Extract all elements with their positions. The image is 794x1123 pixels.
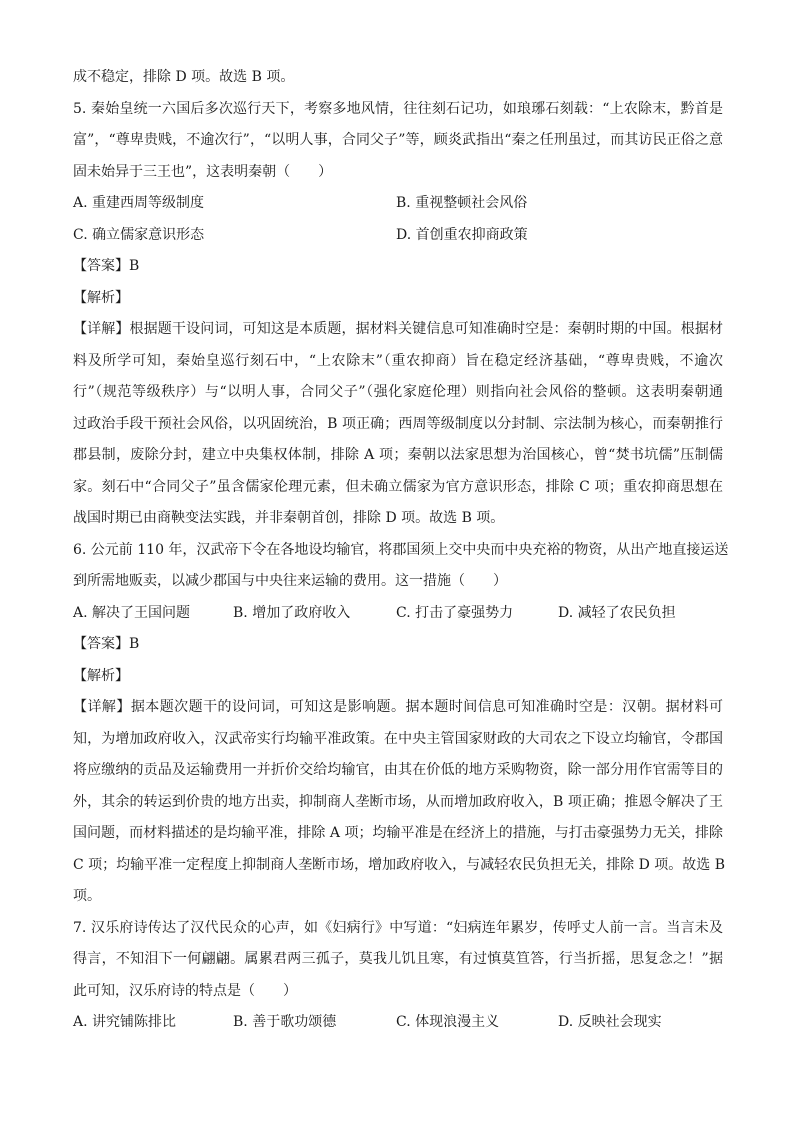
option-a: A. 重建西周等级制度 [73,195,205,211]
option-d: D. 反映社会现实 [558,1014,662,1030]
question-stem-line: 到所需地贩卖，以减少郡国与中央往来运输的费用。这一措施（ ） [73,573,507,589]
option-b: B. 增加了政府收入 [233,604,351,621]
option-row [73,598,723,630]
analysis-label: 【解析】 [73,667,129,684]
detail-line: 【详解】据本题次题干的设问词，可知这是影响题。据本题时间信息可知准确时空是：汉朝。据材料可 [73,699,723,715]
question-7 [73,913,723,1039]
detail-line: 项。 [73,888,101,904]
option-b: B. 善于歌功颂德 [233,1014,337,1030]
question-stem-line: 5. 秦始皇统一六国后多次巡行天下，考察多地风情，往往刻石记功，如琅琊石刻载：“上农除末，黔首是 [73,100,723,117]
question-5 [73,94,723,535]
answer-line: 【答案】B [73,258,140,274]
detail-line: 国问题，而材料描述的是均输平准，排除 A 项；均输平准是在经济上的措施，与打击豪强势力无关，排除 [73,825,723,841]
option-c: C. 体现浪漫主义 [396,1014,500,1030]
detail-line: 【详解】根据题干设问词，可知这是本质题，据材料关键信息可知准确时空是：秦朝时期的中国。根据材 [73,321,723,337]
option-row [73,188,723,220]
option-row [73,1007,723,1039]
option-a: A. 讲究铺陈排比 [73,1014,177,1030]
question-stem-line: 固未始异于三王也”，这表明秦朝（ ） [73,163,333,180]
question-6 [73,535,729,913]
option-b: B. 重视整顿社会风俗 [396,195,528,211]
option-a: A. 解决了王国问题 [73,604,191,621]
question-stem-line: 此可知，汉乐府诗的特点是（ ） [73,982,297,999]
previous-answer-tail: 成不稳定，排除 D 项。故选 B 项。 [73,69,295,85]
detail-line: C 项；均输平准一定程度上抑制商人垄断市场，增加政府收入，与减轻农民负担无关，排除 D 项。故选 B [73,856,726,873]
detail-line: 郡县制，废除分封，建立中央集权体制，排除 A 项；秦朝以法家思想为治国核心，曾“焚书坑儒”压制儒 [73,447,723,463]
option-c: C. 确立儒家意识形态 [73,226,205,243]
detail-line: 过政治手段干预社会风俗，以巩固统治，B 项正确；西周等级制度以分封制、宗法制为核心，而秦朝推行 [73,415,723,432]
detail-line: 行”（规范等级秩序）与“以明人事，合同父子”（强化家庭伦理）则指向社会风俗的整顿。这表明秦朝通 [73,384,723,400]
question-stem-line: 7. 汉乐府诗传达了汉代民众的心声，如《妇病行》中写道：“妇病连年累岁，传呼丈人前一言。当言未及 [73,919,723,936]
option-d: D. 减轻了农民负担 [558,604,676,621]
answer-line: 【答案】B [73,636,140,652]
option-row [73,220,723,252]
detail-line: 战国时期已由商鞅变法实践，并非秦朝首创，排除 D 项。故选 B 项。 [73,510,505,526]
option-c: C. 打击了豪强势力 [396,604,514,621]
question-stem-line: 富”，“尊卑贵贱，不逾次行”，“以明人事，合同父子”等，顾炎武指出“秦之任刑虽过，而其访民正俗之意 [73,132,723,148]
detail-line: 将应缴纳的贡品及运输费用一并折价交给均输官，由其在价低的地方采购物资，除一部分用作官需等目的 [73,762,723,778]
question-stem-line: 得言，不知泪下一何翩翩。属累君两三孤子，莫我儿饥且寒，有过慎莫笪答，行当折摇，思复念之！”据 [73,951,723,967]
option-d: D. 首创重农抑商政策 [396,226,528,243]
detail-line: 家。刻石中“合同父子”虽含儒家伦理元素，但未确立儒家为官方意识形态，排除 C 项；重农抑商思想在 [73,478,723,495]
detail-line: 外，其余的转运到价贵的地方出卖，抑制商人垄断市场，从而增加政府收入，B 项正确；推恩令解决了王 [73,793,723,810]
detail-line: 知，为增加政府收入，汉武帝实行均输平准政策。在中央主管国家财政的大司农之下设立均输官，令郡国 [73,730,723,747]
question-stem-line: 6. 公元前 110 年，汉武帝下令在各地设均输官，将郡国须上交中央而中央充裕的物资，从出产地直接运送 [73,541,729,558]
document-page [73,62,729,1039]
detail-line: 料及所学可知，秦始皇巡行刻石中，“上农除末”（重农抑商）旨在稳定经济基础，“尊卑贵贱，不逾次 [73,352,723,369]
analysis-label: 【解析】 [73,289,129,306]
